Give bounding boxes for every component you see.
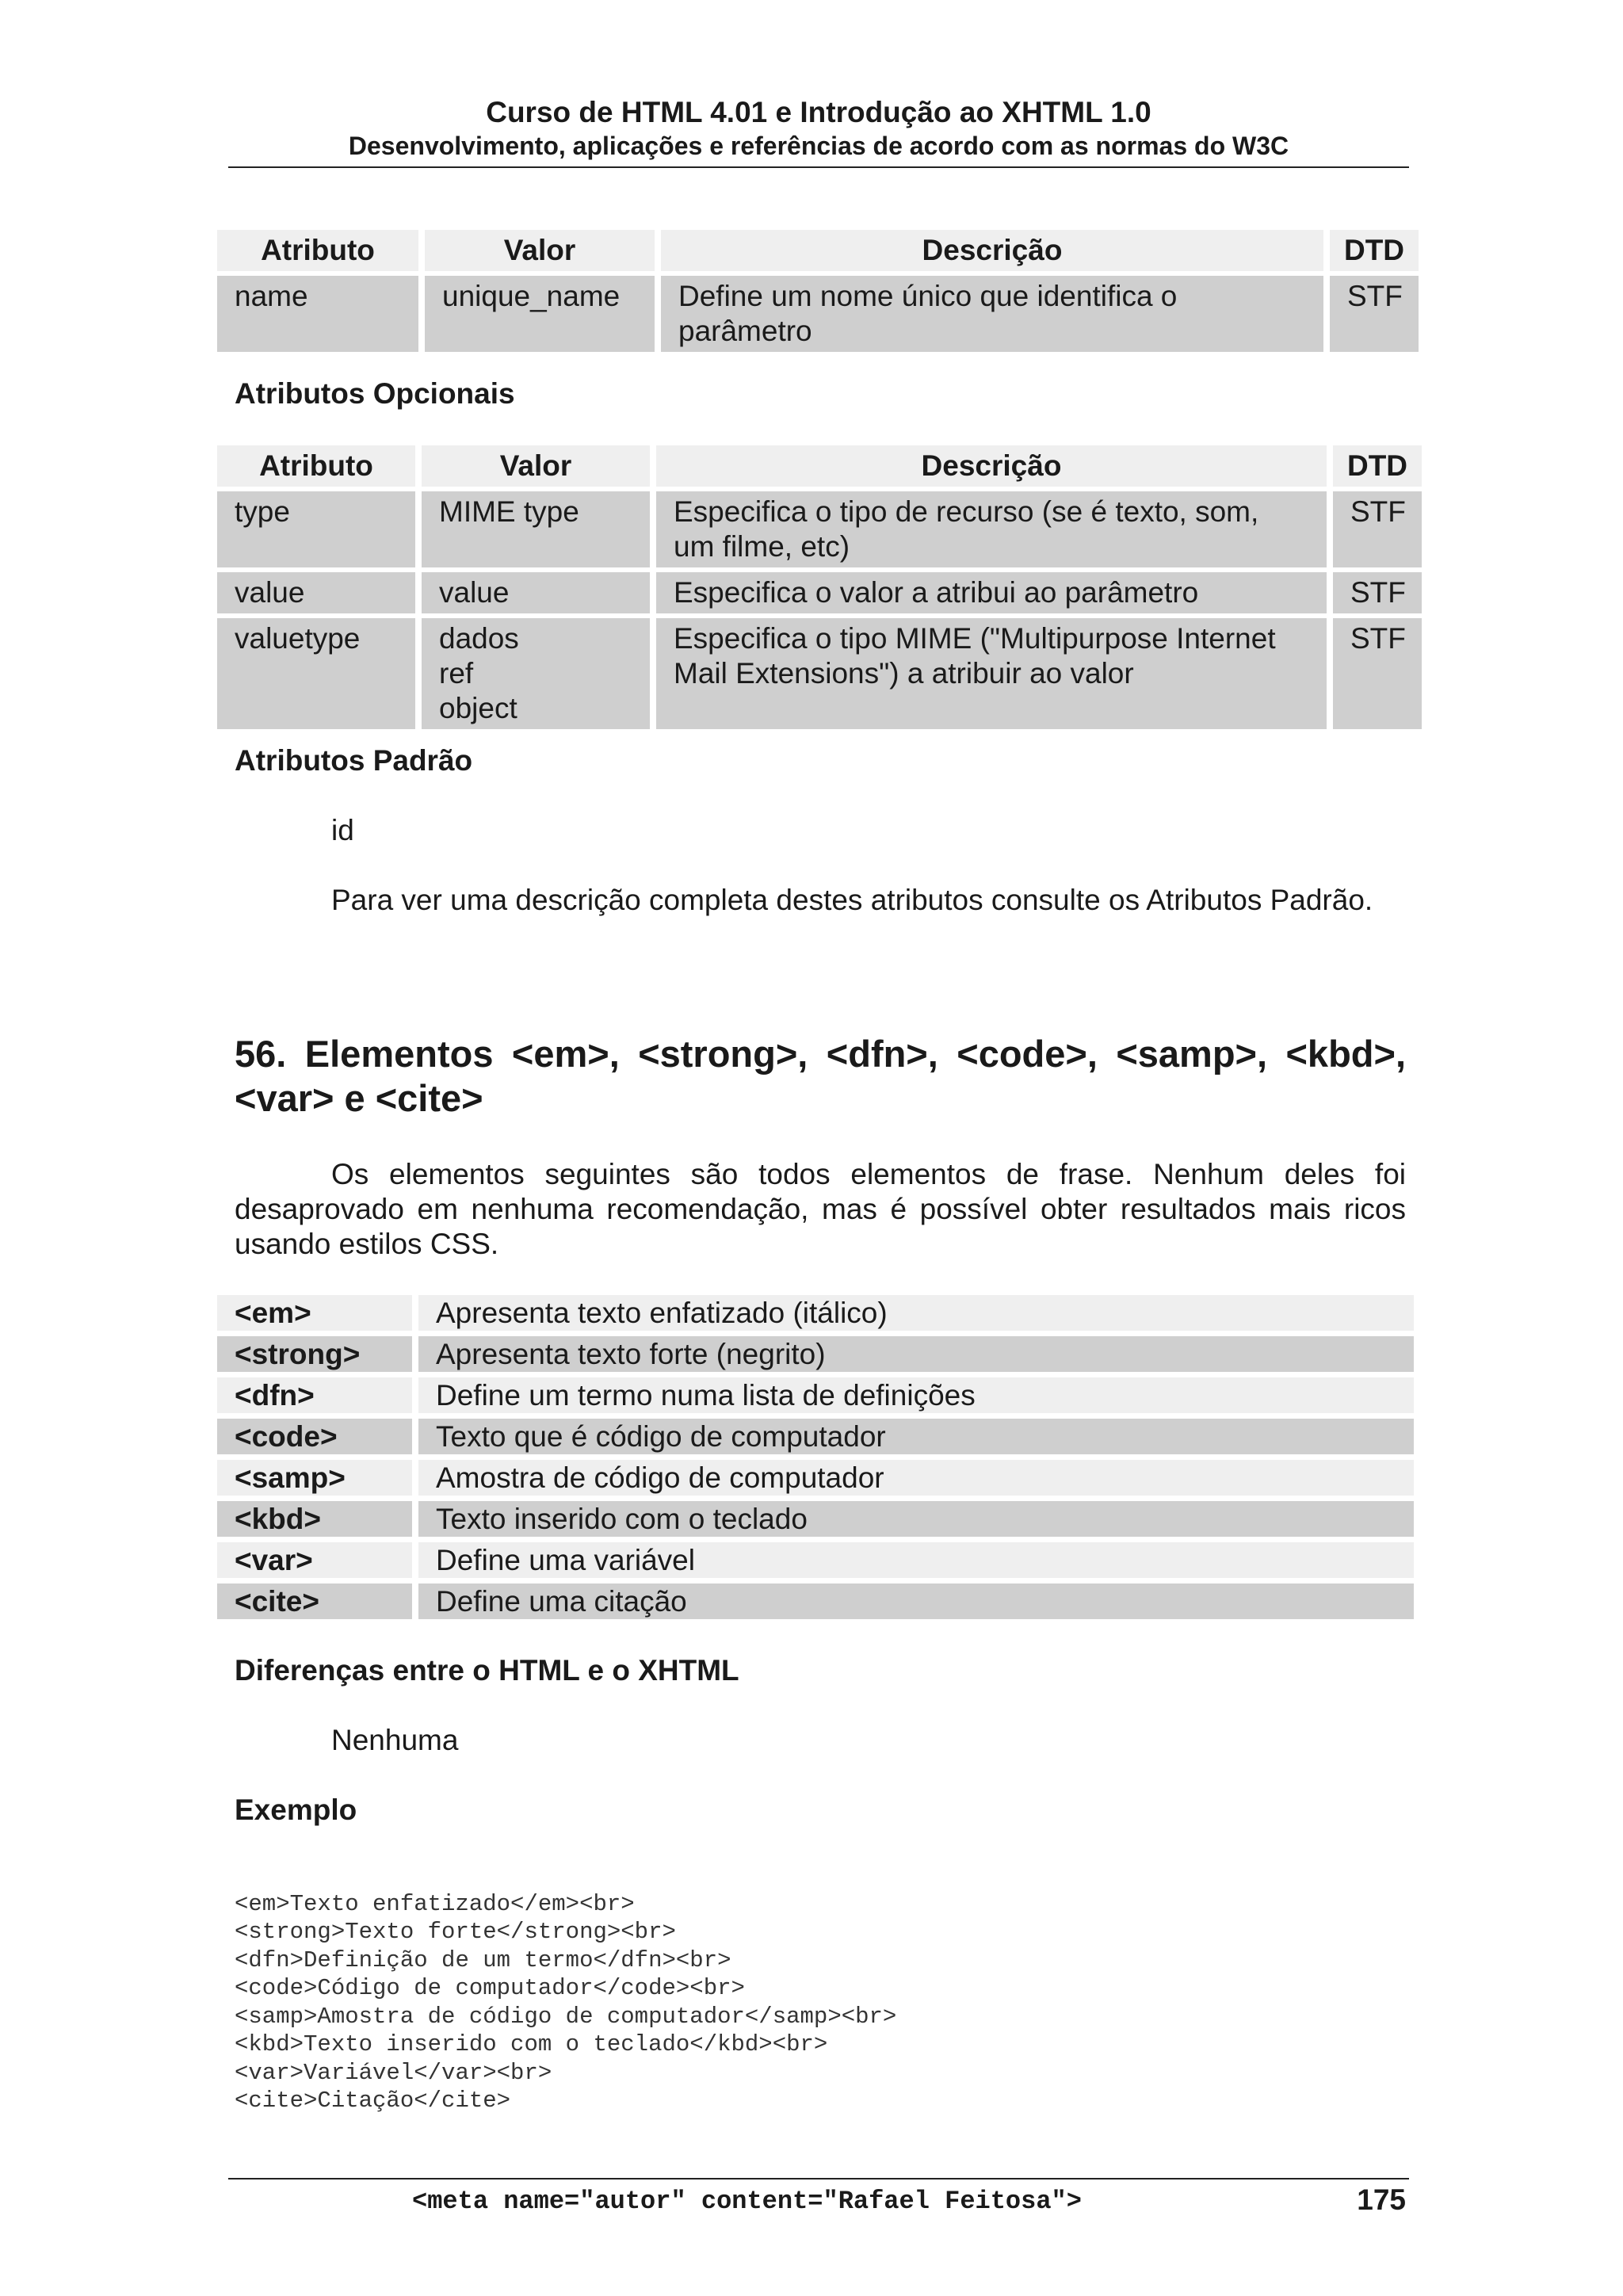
table-cell: unique_name	[425, 276, 655, 352]
table-row	[217, 276, 1419, 352]
table-cell: value	[422, 572, 650, 613]
table-header-row	[217, 230, 1419, 271]
table-cell: STF	[1333, 491, 1422, 567]
table-cell: STF	[1333, 618, 1422, 729]
table-row	[217, 491, 1422, 567]
table-cell: name	[217, 276, 418, 352]
optional-attributes-heading: Atributos Opcionais	[235, 377, 515, 410]
footer-rule	[228, 2178, 1409, 2179]
table-cell: STF	[1330, 276, 1419, 352]
table-row	[217, 1336, 1414, 1372]
table-row	[217, 1419, 1414, 1454]
table-header-cell: Atributo	[217, 230, 418, 271]
header-subtitle: Desenvolvimento, aplicações e referências de acordo com as normas do W3C	[348, 132, 1289, 160]
code-line: <em>Texto enfatizado</em><br>	[235, 1890, 635, 1917]
section-intro-paragraph: Os elementos seguintes são todos elementos de frase. Nenhum deles foi desaprovado em nenhuma recomendação, mas é possível obter resultados mais ricos usando estilos CSS.	[235, 1158, 1406, 1260]
element-tag: <strong>	[217, 1336, 412, 1372]
required-attributes-table	[217, 230, 1419, 357]
element-description: Define uma citação	[418, 1584, 1414, 1619]
differences-value: Nenhuma	[331, 1724, 459, 1756]
table-row	[217, 1542, 1414, 1578]
differences-heading: Diferenças entre o HTML e o XHTML	[235, 1654, 739, 1687]
element-description: Amostra de código de computador	[418, 1460, 1414, 1496]
element-description: Define uma variável	[418, 1542, 1414, 1578]
code-line: <dfn>Definição de um termo</dfn><br>	[235, 1946, 731, 1973]
element-tag: <samp>	[217, 1460, 412, 1496]
code-line: <code>Código de computador</code><br>	[235, 1975, 745, 2001]
phrase-elements-table	[217, 1295, 1414, 1625]
table-header-cell: DTD	[1330, 230, 1419, 271]
element-tag: <dfn>	[217, 1377, 412, 1413]
header-rule	[228, 166, 1409, 168]
table-header-cell: Valor	[422, 445, 650, 487]
code-line: <samp>Amostra de código de computador</samp><br>	[235, 2003, 897, 2030]
standard-attribute-value: id	[331, 814, 354, 846]
table-row	[217, 618, 1422, 729]
table-header-row	[217, 445, 1422, 487]
table-cell: STF	[1333, 572, 1422, 613]
code-line: <cite>Citação</cite>	[235, 2088, 511, 2114]
element-description: Texto inserido com o teclado	[418, 1501, 1414, 1537]
example-heading: Exemplo	[235, 1794, 357, 1826]
element-tag: <cite>	[217, 1584, 412, 1619]
table-row	[217, 1295, 1414, 1331]
table-header-cell: DTD	[1333, 445, 1422, 487]
standard-attributes-heading: Atributos Padrão	[235, 744, 473, 777]
table-cell: MIME type	[422, 491, 650, 567]
page-number: 175	[1357, 2183, 1406, 2216]
element-tag: <kbd>	[217, 1501, 412, 1537]
code-line: <kbd>Texto inserido com o teclado</kbd><br>	[235, 2031, 828, 2057]
table-row	[217, 1584, 1414, 1619]
table-cell: type	[217, 491, 415, 567]
table-cell: Especifica o valor a atribui ao parâmetro	[656, 572, 1327, 613]
standard-attributes-paragraph: Para ver uma descrição completa destes atributos consulte os Atributos Padrão.	[331, 884, 1373, 916]
element-description: Apresenta texto forte (negrito)	[418, 1336, 1414, 1372]
optional-attributes-table	[217, 445, 1422, 734]
element-tag: <var>	[217, 1542, 412, 1578]
table-cell: Define um nome único que identifica o parâmetro	[661, 276, 1323, 352]
table-header-cell: Descrição	[656, 445, 1327, 487]
element-tag: <code>	[217, 1419, 412, 1454]
table-row	[217, 1377, 1414, 1413]
table-cell: valuetype	[217, 618, 415, 729]
table-row	[217, 1460, 1414, 1496]
page-header	[228, 95, 1409, 162]
table-cell: Especifica o tipo de recurso (se é texto, som, um filme, etc)	[656, 491, 1327, 567]
element-description: Define um termo numa lista de definições	[418, 1377, 1414, 1413]
table-cell: dados ref object	[422, 618, 650, 729]
table-row	[217, 1501, 1414, 1537]
table-cell: Especifica o tipo MIME ("Multipurpose Internet Mail Extensions") a atribuir ao valor	[656, 618, 1327, 729]
header-title: Curso de HTML 4.01 e Introdução ao XHTML 1.0	[486, 96, 1151, 128]
table-header-cell: Descrição	[661, 230, 1323, 271]
element-description: Texto que é código de computador	[418, 1419, 1414, 1454]
table-header-cell: Valor	[425, 230, 655, 271]
table-header-cell: Atributo	[217, 445, 415, 487]
example-code-block	[235, 1862, 896, 2143]
table-row	[217, 572, 1422, 613]
code-line: <var>Variável</var><br>	[235, 2059, 552, 2086]
element-description: Apresenta texto enfatizado (itálico)	[418, 1295, 1414, 1331]
element-tag: <em>	[217, 1295, 412, 1331]
table-cell: value	[217, 572, 415, 613]
footer-meta-code: <meta name="autor" content="Rafael Feitosa">	[412, 2187, 1082, 2216]
section-heading: 56. Elementos <em>, <strong>, <dfn>, <code>, <samp>, <kbd>, <var> e <cite>	[235, 1033, 1406, 1119]
code-line: <strong>Texto forte</strong><br>	[235, 1919, 676, 1945]
